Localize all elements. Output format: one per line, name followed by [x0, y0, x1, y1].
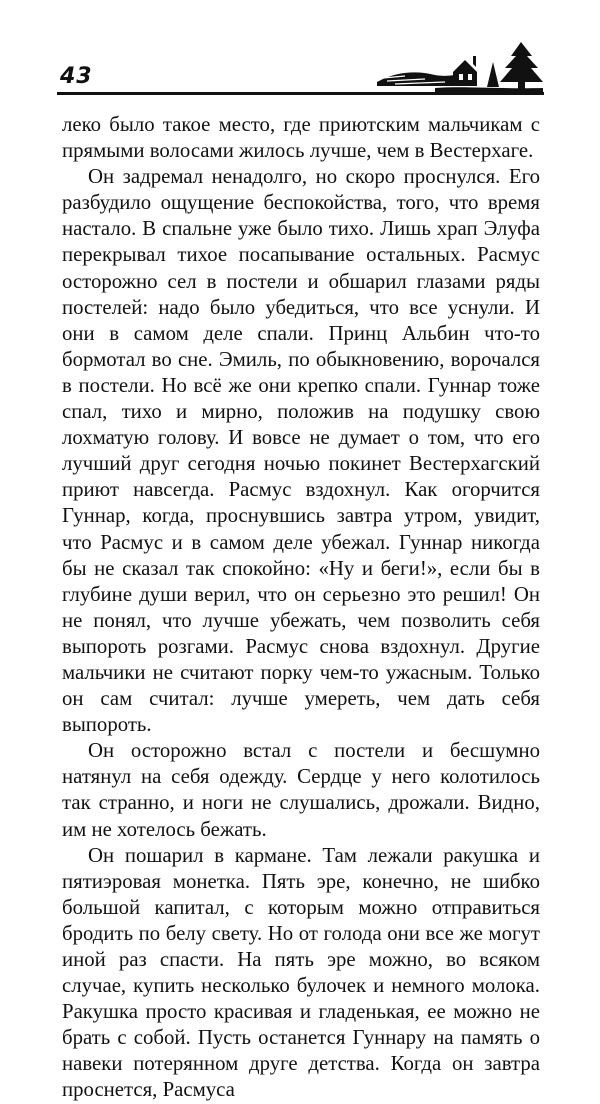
paragraph: Он пошарил в кармане. Там лежали ракушка и пятиэровая монетка. Пять эре, конечно, не шибко большой капитал, с которым можно отправиться бродить по белу свету. Но от голода они все же могут иной раз спасти. На пять эре можно, во всяком случае, купить несколько булочек и немного молока. Ракушка просто красивая и гладенькая, ее можно не брать с собой. Пусть останется Гуннару на память о навеки потерянном друге детства. Когда он завтра проснется, Расмуса: [62, 843, 540, 1102]
header-rule: [57, 92, 544, 95]
paragraph: Он осторожно встал с постели и бесшумно натянул на себя одежду. Сердце у него колотилось так странно, и ноги не слушались, дрожали. Видно, им не хотелось бежать.: [62, 739, 540, 841]
page-number: 43: [60, 64, 93, 89]
landscape-with-house-and-fir-trees-icon: [375, 42, 545, 94]
paragraph-continued: леко было такое место, где приютским мальчикам с прямыми волосами жилось лучше, чем в Вестерхаге.: [62, 113, 540, 163]
paragraph: Он задремал ненадолго, но скоро проснулся. Его разбудило ощущение беспокойства, того, что время настало. В спальне уже было тихо. Лишь храп Элуфа перекрывал тихое посапывание остальных. Расмус осторожно сел в постели и обшарил глазами ряды постелей: надо было убедиться, что все уснули. И они в самом деле спали. Принц Альбин что-то бормотал во сне. Эмиль, по обыкновению, ворочался в постели. Но всё же они крепко спали. Гуннар тоже спал, тихо и мирно, положив на подушку свою лохматую голову. И вовсе не думает о том, что его лучший друг сегодня ночью покинет Вестерхагский приют навсегда. Расмус вздохнул. Как огорчится Гуннар, когда, проснувшись завтра утром, увидит, что Расмус и в самом деле убежал. Гуннар никогда бы не сказал так спокойно: «Ну и беги!», если бы в глубине души верил, что он серьезно это решил! Он не понял, что лучше убежать, чем позволить себя выпороть розгами. Расмус снова вздохнул. Другие мальчики не считают порку чем-то ужасным. Только он сам считал: лучше умереть, чем дать себя выпороть.: [62, 165, 540, 737]
page-body: [62, 112, 540, 1104]
page-header: [57, 42, 544, 98]
